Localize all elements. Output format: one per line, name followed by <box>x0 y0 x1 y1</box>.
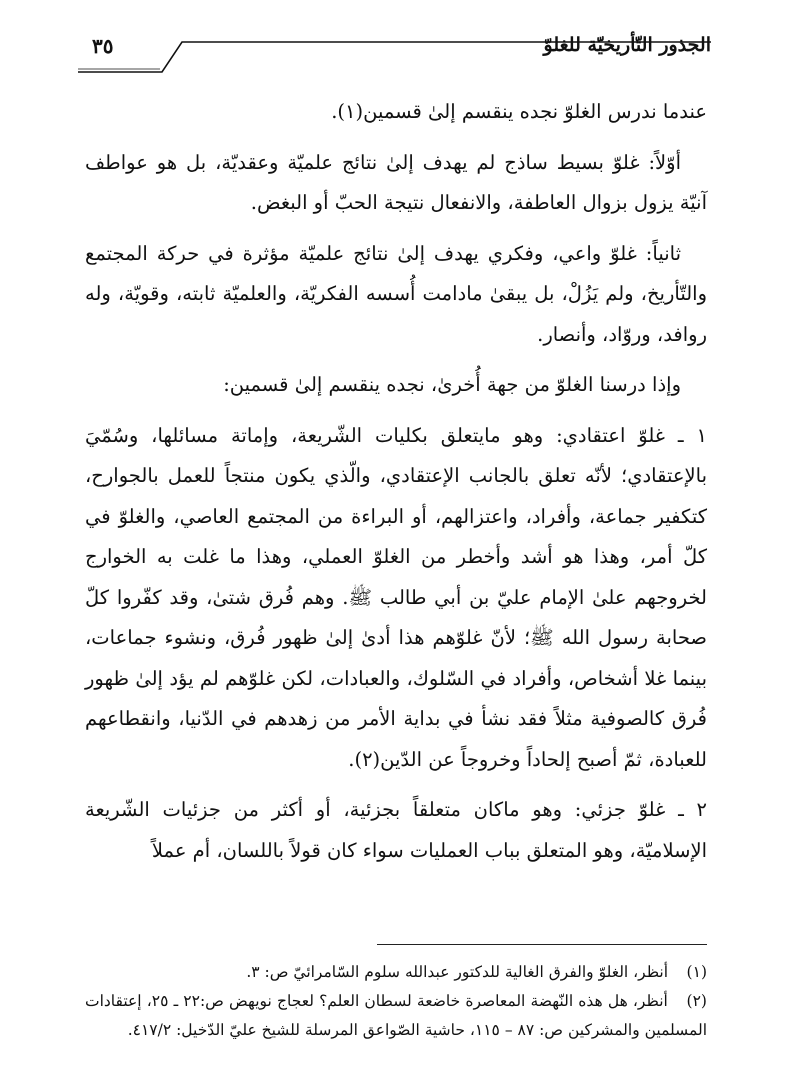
footnote-text: أنظر، هل هذه النّهضة المعاصرة خاضعة لسطان العلم؟ لعجاج نويهض ص:٢٢ ـ ٢٥، إعتقادات المسلمين والمشركين ص: ٨٧ – ١١٥، حاشية الصّواعق المرسلة للشيخ عليّ الدّخيل: ٤١٧/٢. <box>85 992 707 1039</box>
footnote-divider <box>377 944 707 945</box>
paragraph-first-type: أوّلاً: غلوّ بسيط ساذج لم يهدف إلىٰ نتائج علميّة وعقديّة، بل هو عواطف آنيّة يزول بزوال العاطفة، والانفعال نتيجة الحبّ أو البغض. <box>85 150 707 214</box>
footnote-number: (٢) <box>686 992 707 1010</box>
page-number: ٣٥ <box>92 34 114 58</box>
footnote-text: أنظر، الغلوّ والفرق الغالية للدكتور عبدالله سلوم السّامرائيّ ص: ٣. <box>246 963 669 981</box>
footnote-item <box>85 987 707 1045</box>
paragraph-partial-extremism: ٢ ـ غلوّ جزئي: وهو ماكان متعلقاً بجزئية، أو أكثر من جزئيات الشّريعة الإسلاميّة، وهو المتعلق بباب العمليات سواء كان قولاً باللسان، أم عملاً <box>85 798 707 862</box>
paragraph-second-type: ثانياً: غلوّ واعي، وفكري يهدف إلىٰ نتائج علميّة مؤثرة في حركة المجتمع والتّأريخ، ولم يَزُلْ، بل يبقىٰ مادامت أُسسه الفكريّة، والعلميّة ثابته، وقويّة، وله روافد، وروّاد، وأنصار. <box>85 241 707 346</box>
paragraph-doctrinal-extremism: ١ ـ غلوّ اعتقادي: وهو مايتعلق بكليات الشّريعة، وإماتة مسائلها، وسُمّيَ بالإعتقادي؛ لأنّه تعلق بالجانب الإعتقادي، والّذي يكون منتجاً للعمل بالجوارح، كتكفير جماعة، وأفراد، واعتزالهم، أو البراءة من المجتمع العاصي، والغلوّ في كلّ أمر، وهذا هو أشد وأخطر من الغلوّ العملي، وهذا ما غلت به الخوارج لخروجهم علىٰ الإمام عليّ بن أبي طالب ﷺ. وهم فُرق شتىٰ، وقد كفّروا كلّ صحابة رسول الله ﷺ؛ لأنّ غلوّهم هذا أدىٰ إلىٰ ظهور فُرق، ونشوء جماعات، بينما غلا أشخاص، وأفراد في السّلوك، والعبادات، لكن غلوّهم لم يؤد إلىٰ ظهور فُرق كالصوفية مثلاً فقد نشأ في بداية الأمر من زهدهم في الدّنيا، وانقطاعهم للعبادة، ثمّ أصبح إلحاداً وخروجاً عن الدّين(٢). <box>85 423 707 771</box>
footnote-number: (١) <box>686 963 707 981</box>
paragraph-other-division: وإذا درسنا الغلوّ من جهة أُخرىٰ، نجده ينقسم إلىٰ قسمين: <box>223 373 681 396</box>
running-header <box>78 28 711 74</box>
main-text <box>85 92 707 871</box>
paragraph-intro: عندما ندرس الغلوّ نجده ينقسم إلىٰ قسمين(١). <box>331 100 707 123</box>
footnotes <box>85 958 707 1045</box>
footnote-item <box>85 958 707 987</box>
running-title: الجذور التّأريخيّة للغلوّ <box>543 34 711 56</box>
